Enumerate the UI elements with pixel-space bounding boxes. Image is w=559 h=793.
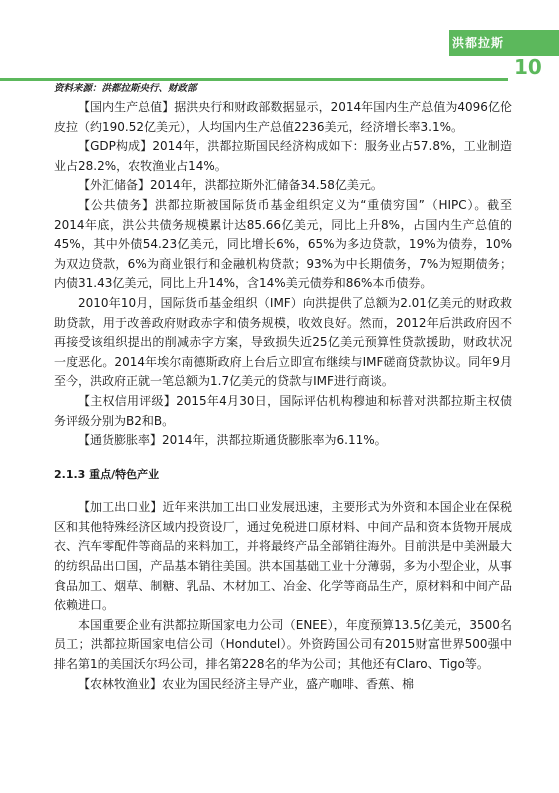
paragraph-gdp: 【国内生产总值】据洪央行和财政部数据显示，2014年国内生产总值为4096亿伦皮拉（约190.52亿美元），人均国内生产总值2236美元，经济增长率3.1%。 bbox=[54, 100, 512, 134]
paragraph-processing-export: 【加工出口业】近年来洪加工出口业发展迅速，主要形式为外资和本国企业在保税区和其他特殊经济区域内投资设厂，通过免税进口原材料、中间产品和资本货物开展成衣、汽车零配件等商品的来料加工，并将最终产品全部销往海外。目前洪是中美洲最大的纺织品出口国，产品基本销往美国。洪本国基础工业十分薄弱，多为小型企业，从事食品加工、烟草、制糖、乳品、木材加工、冶金、化学等商品生产，原材料和中间产品依赖进口。 bbox=[54, 500, 512, 613]
section-heading: 2.1.3 重点/特色产业 bbox=[54, 467, 160, 481]
paragraph-forex-reserves: 【外汇储备】2014年，洪都拉斯外汇储备34.58亿美元。 bbox=[78, 178, 383, 193]
header-rule bbox=[0, 78, 508, 81]
paragraph-credit-rating: 【主权信用评级】2015年4月30日，国际评估机构穆迪和标普对洪都拉斯主权债务评级分别为B2和B。 bbox=[54, 393, 512, 428]
paragraph-major-companies: 本国重要企业有洪都拉斯国家电力公司（ENEE），年度预算13.5亿美元，3500名员工；洪都拉斯国家电信公司（Hondutel）。外资跨国公司有2015财富世界500强中排名第1的美国沃尔玛公司，排名第228名的华为公司；其他还有Claro、Tigo等。 bbox=[54, 617, 512, 672]
page-number: 10 bbox=[514, 55, 542, 79]
page-body bbox=[54, 82, 512, 694]
paragraph-imf-loan: 2010年10月，国际货币基金组织（IMF）向洪提供了总额为2.01亿美元的财政救助贷款，用于改善政府财政赤字和债务规模，收效良好。然而，2012年后洪政府因不再接受该组织提出的削减赤字方案，导致损失近25亿美元预算性贷款援助，财政状况一度恶化。2014年埃尔南德斯政府上台后立即宣布继续与IMF磋商贷款协议。同年9月至今，洪政府正就一笔总额为1.7亿美元的贷款与IMF进行商谈。 bbox=[54, 295, 512, 389]
source-note: 资料来源：洪都拉斯央行、财政部 bbox=[54, 83, 197, 94]
paragraph-public-debt: 【公共债务】洪都拉斯被国际货币基金组织定义为“重债穷国”（HIPC）。截至2014年底，洪公共债务规模累计达85.66亿美元，同比上升8%，占国内生产总值的45%，其中外债54.23亿美元，同比增长6%，65%为多边贷款，19%为债券，10%为双边贷款，6%为商业银行和金融机构贷款；93%为中长期债务，7%为短期债务；内债31.43亿美元，同比上升14%，含14%美元债券和86%本币债券。 bbox=[54, 197, 512, 291]
paragraph-gdp-composition: 【GDP构成】2014年，洪都拉斯国民经济构成如下：服务业占57.8%，工业制造业占28.2%，农牧渔业占14%。 bbox=[54, 139, 512, 173]
paragraph-inflation: 【通货膨胀率】2014年，洪都拉斯通货膨胀率为6.11%。 bbox=[78, 433, 387, 448]
paragraph-agriculture: 【农林牧渔业】农业为国民经济主导产业，盛产咖啡、香蕉、棉 bbox=[78, 676, 415, 691]
running-header-title: 洪都拉斯 bbox=[452, 36, 505, 50]
